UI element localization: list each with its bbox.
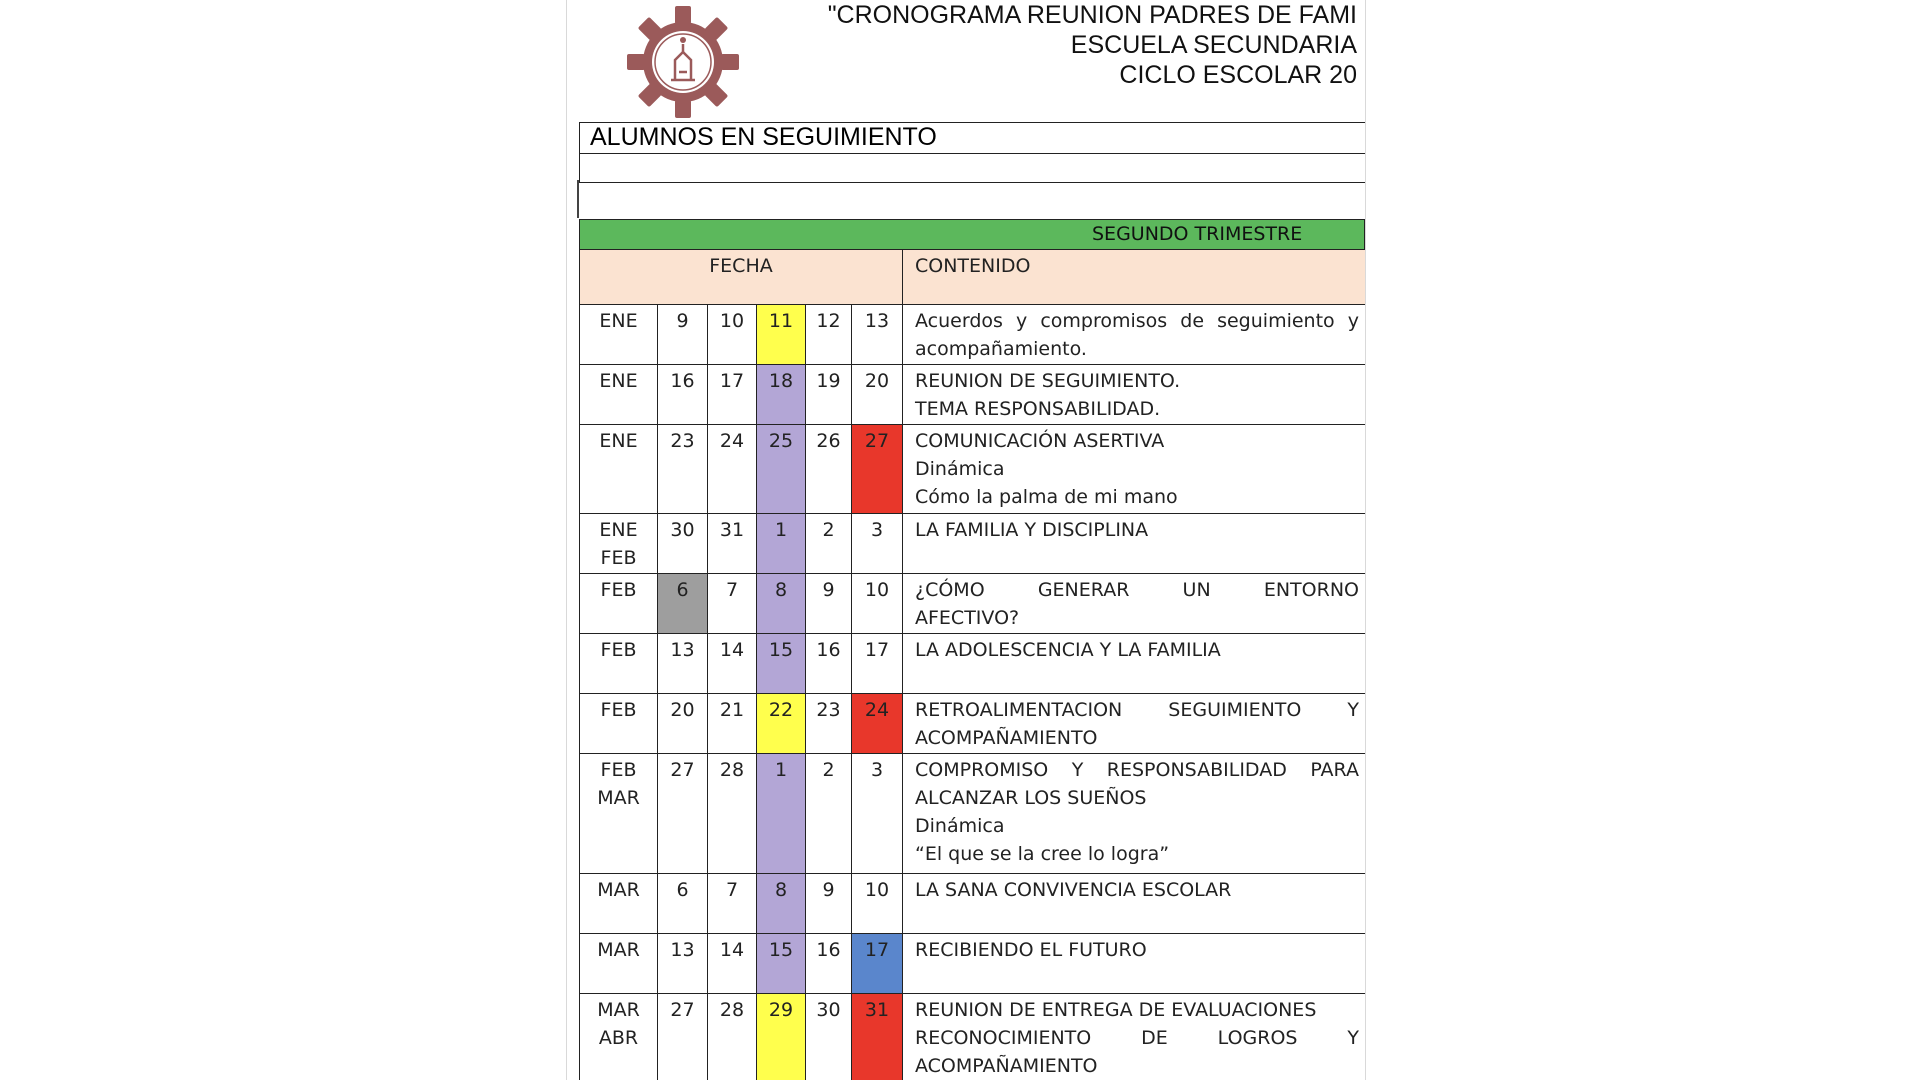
content-line: ¿CÓMO GENERAR UN ENTORNO — [915, 579, 1359, 601]
content-cell — [903, 365, 1367, 425]
table-row — [580, 514, 1367, 574]
day-cell: 17 — [708, 365, 757, 425]
content-line: REUNION DE SEGUIMIENTO. — [915, 370, 1181, 392]
content-cell — [903, 934, 1367, 994]
content-line: RECIBIENDO EL FUTURO — [915, 939, 1147, 961]
month-label: ENE — [599, 370, 638, 392]
alumnos-seguimiento-label: ALUMNOS EN SEGUIMIENTO — [579, 122, 1365, 154]
day-cell: 11 — [757, 305, 806, 365]
month-cell — [580, 305, 658, 365]
table-row — [580, 365, 1367, 425]
month-label: FEB — [600, 639, 637, 661]
month-label: MAR — [597, 879, 640, 901]
day-cell: 1 — [757, 754, 806, 874]
day-cell: 16 — [658, 365, 708, 425]
content-line: AFECTIVO? — [915, 607, 1020, 629]
month-cell — [580, 365, 658, 425]
content-cell — [903, 754, 1367, 874]
month-cell — [580, 634, 658, 694]
content-line: Dinámica — [915, 815, 1005, 837]
day-cell: 7 — [708, 574, 757, 634]
table-row — [580, 874, 1367, 934]
day-cell: 19 — [806, 365, 852, 425]
month-cell — [580, 934, 658, 994]
title-line-3: CICLO ESCOLAR 20 — [1119, 61, 1357, 89]
day-cell: 10 — [852, 574, 903, 634]
day-cell: 25 — [757, 425, 806, 514]
day-cell: 13 — [658, 934, 708, 994]
cronograma-table — [579, 249, 1366, 1080]
day-cell: 26 — [806, 425, 852, 514]
day-cell: 29 — [757, 994, 806, 1080]
month-label: FEB — [600, 579, 637, 601]
month-label: ABR — [598, 1027, 639, 1049]
month-label: ENE — [599, 519, 638, 541]
month-cell — [580, 425, 658, 514]
month-cell — [580, 694, 658, 754]
contenido-header: CONTENIDO — [903, 250, 1367, 305]
day-cell: 17 — [852, 934, 903, 994]
content-line: Acuerdos y compromisos de seguimiento y — [915, 310, 1359, 332]
month-cell — [580, 574, 658, 634]
day-cell: 14 — [708, 934, 757, 994]
table-row — [580, 634, 1367, 694]
day-cell: 20 — [852, 365, 903, 425]
content-cell — [903, 425, 1367, 514]
day-cell: 10 — [708, 305, 757, 365]
title-line-2: ESCUELA SECUNDARIA — [1070, 31, 1357, 59]
month-label: ENE — [599, 430, 638, 452]
content-line: LA SANA CONVIVENCIA ESCOLAR — [915, 879, 1232, 901]
alumnos-blank-row — [579, 153, 1365, 183]
day-cell: 21 — [708, 694, 757, 754]
day-cell: 28 — [708, 994, 757, 1080]
day-cell: 23 — [806, 694, 852, 754]
day-cell: 27 — [658, 994, 708, 1080]
day-cell: 27 — [852, 425, 903, 514]
content-line: Cómo la palma de mi mano — [915, 486, 1178, 508]
content-cell — [903, 574, 1367, 634]
day-cell: 30 — [806, 994, 852, 1080]
content-cell — [903, 634, 1367, 694]
day-cell: 3 — [852, 514, 903, 574]
month-label: MAR — [597, 939, 640, 961]
content-line: REUNION DE ENTREGA DE EVALUACIONES — [915, 999, 1317, 1021]
content-line: Dinámica — [915, 458, 1005, 480]
document-page — [566, 0, 1366, 1080]
content-line: COMPROMISO Y RESPONSABILIDAD PARA — [915, 759, 1359, 781]
content-cell — [903, 994, 1367, 1080]
content-line: TEMA RESPONSABILIDAD. — [915, 398, 1161, 420]
day-cell: 15 — [757, 934, 806, 994]
table-row — [580, 425, 1367, 514]
trimestre-band: SEGUNDO TRIMESTRE — [579, 219, 1365, 250]
day-cell: 1 — [757, 514, 806, 574]
day-cell: 24 — [708, 425, 757, 514]
day-cell: 6 — [658, 874, 708, 934]
content-line: ACOMPAÑAMIENTO — [915, 1055, 1098, 1077]
content-cell — [903, 694, 1367, 754]
content-line: COMUNICACIÓN ASERTIVA — [915, 430, 1165, 452]
day-cell: 9 — [806, 874, 852, 934]
day-cell: 17 — [852, 634, 903, 694]
divider — [577, 180, 579, 218]
day-cell: 27 — [658, 754, 708, 874]
day-cell: 22 — [757, 694, 806, 754]
day-cell: 20 — [658, 694, 708, 754]
month-cell — [580, 754, 658, 874]
day-cell: 10 — [852, 874, 903, 934]
day-cell: 18 — [757, 365, 806, 425]
table-row — [580, 754, 1367, 874]
day-cell: 13 — [658, 634, 708, 694]
content-line: RECONOCIMIENTO DE LOGROS Y — [915, 1027, 1359, 1049]
day-cell: 14 — [708, 634, 757, 694]
content-line: RETROALIMENTACION SEGUIMIENTO Y — [915, 699, 1359, 721]
content-line: “El que se la cree lo logra” — [915, 843, 1170, 865]
month-label: FEB — [600, 759, 637, 781]
fecha-header: FECHA — [580, 250, 903, 305]
content-line: ALCANZAR LOS SUEÑOS — [915, 787, 1147, 809]
month-label: FEB — [600, 547, 637, 569]
month-label: ENE — [599, 310, 638, 332]
day-cell: 2 — [806, 514, 852, 574]
content-line: LA FAMILIA Y DISCIPLINA — [915, 519, 1149, 541]
month-cell — [580, 514, 658, 574]
title-line-1: "CRONOGRAMA REUNION PADRES DE FAMI — [827, 1, 1357, 29]
day-cell: 30 — [658, 514, 708, 574]
month-cell — [580, 874, 658, 934]
day-cell: 8 — [757, 874, 806, 934]
day-cell: 3 — [852, 754, 903, 874]
day-cell: 2 — [806, 754, 852, 874]
content-cell — [903, 874, 1367, 934]
content-cell — [903, 514, 1367, 574]
content-line: acompañamiento. — [915, 338, 1087, 360]
day-cell: 13 — [852, 305, 903, 365]
day-cell: 8 — [757, 574, 806, 634]
day-cell: 28 — [708, 754, 757, 874]
content-line: LA ADOLESCENCIA Y LA FAMILIA — [915, 639, 1221, 661]
content-line: ACOMPAÑAMIENTO — [915, 727, 1098, 749]
month-label: MAR — [597, 999, 640, 1021]
month-cell — [580, 994, 658, 1080]
table-header-row — [580, 250, 1367, 305]
month-label: MAR — [597, 787, 640, 809]
day-cell: 16 — [806, 634, 852, 694]
day-cell: 9 — [806, 574, 852, 634]
month-label: FEB — [600, 699, 637, 721]
table-row — [580, 934, 1367, 994]
school-gear-logo-icon — [623, 2, 743, 122]
day-cell: 9 — [658, 305, 708, 365]
day-cell: 24 — [852, 694, 903, 754]
day-cell: 15 — [757, 634, 806, 694]
table-row — [580, 305, 1367, 365]
document-title-block — [757, 0, 1357, 90]
day-cell: 7 — [708, 874, 757, 934]
day-cell: 31 — [708, 514, 757, 574]
day-cell: 16 — [806, 934, 852, 994]
table-row — [580, 994, 1367, 1080]
day-cell: 31 — [852, 994, 903, 1080]
table-row — [580, 694, 1367, 754]
day-cell: 12 — [806, 305, 852, 365]
table-row — [580, 574, 1367, 634]
content-cell — [903, 305, 1367, 365]
day-cell: 6 — [658, 574, 708, 634]
day-cell: 23 — [658, 425, 708, 514]
